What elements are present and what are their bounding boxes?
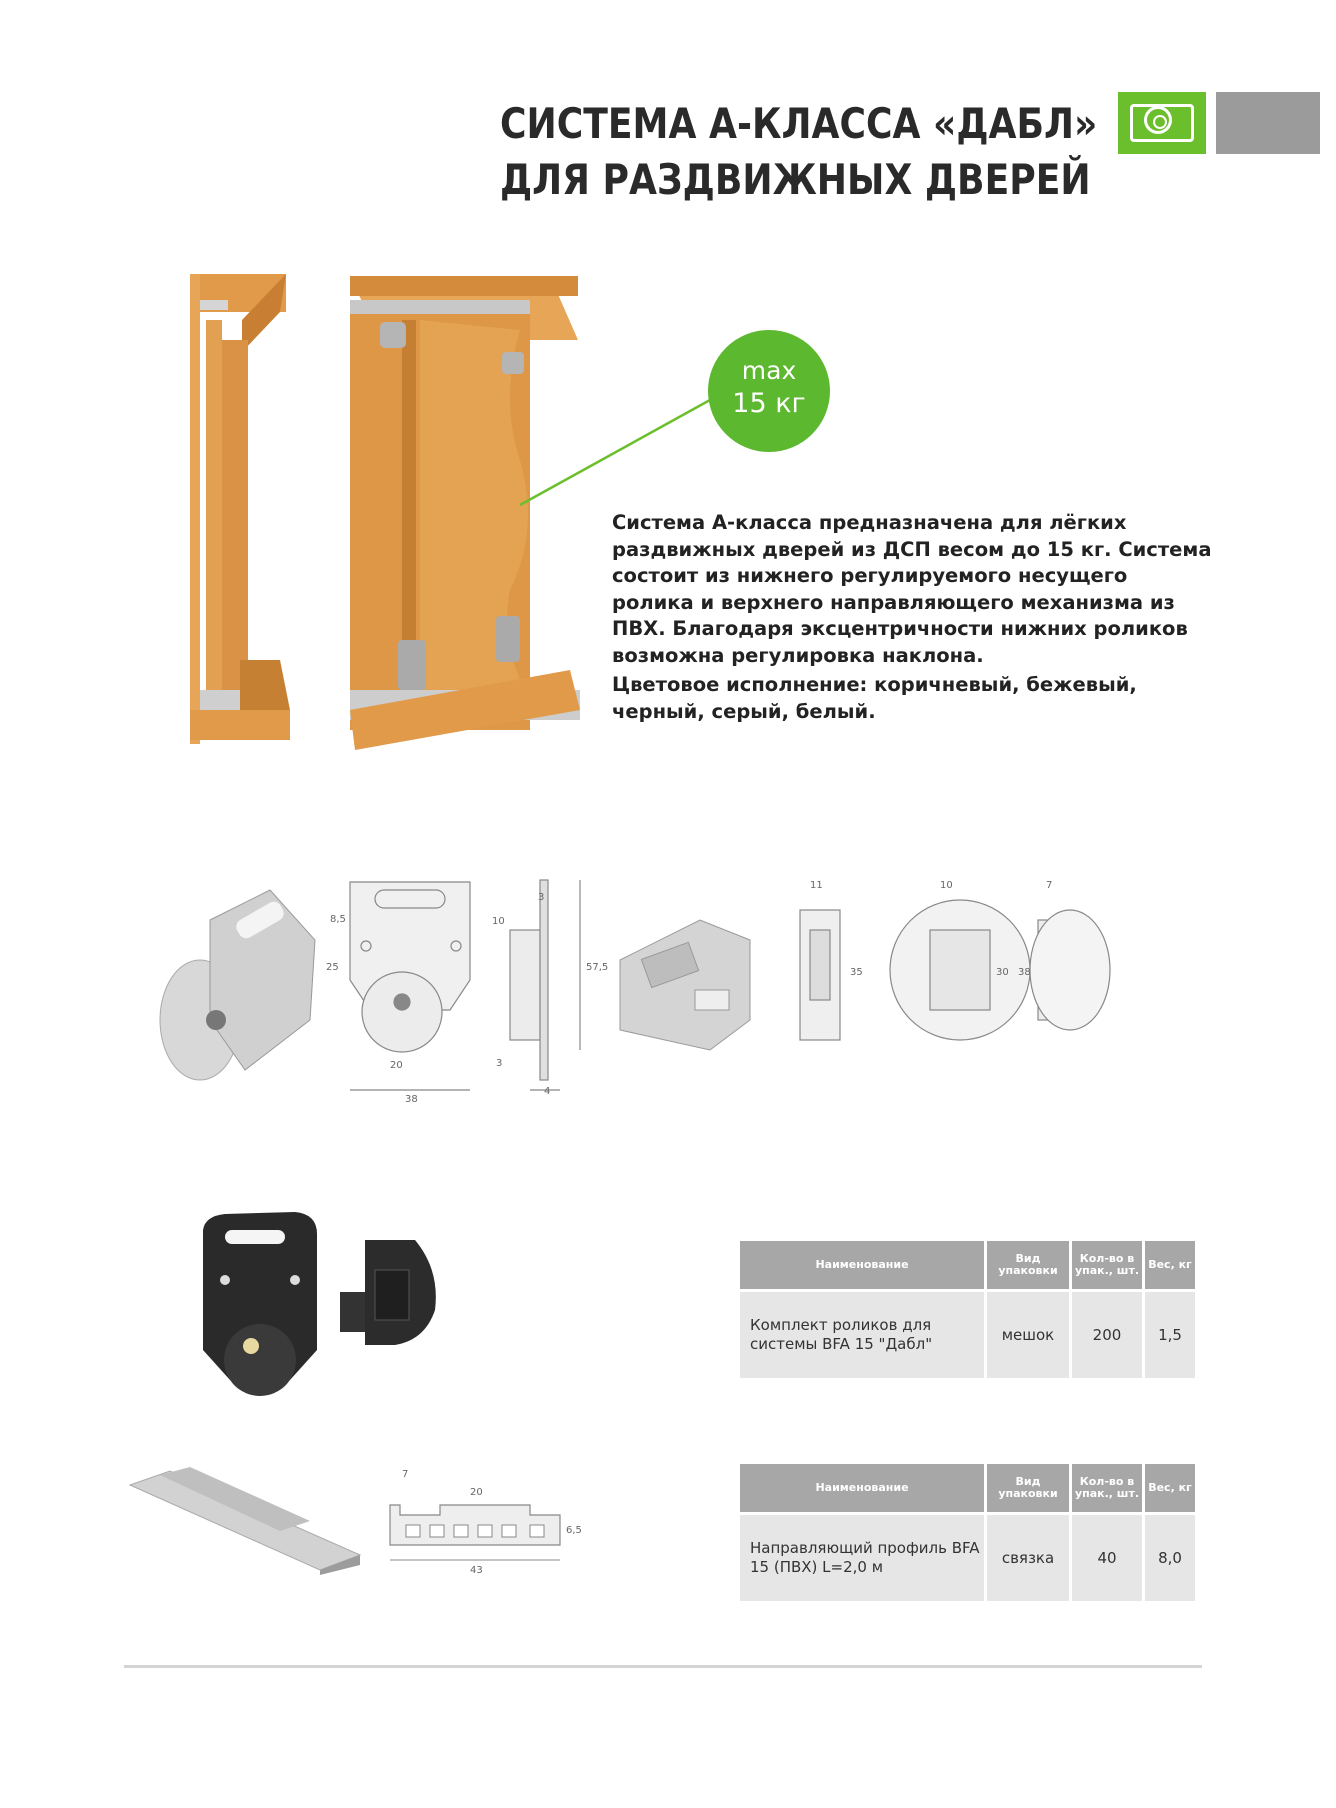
- dim-roller-2: 25: [326, 962, 339, 973]
- product-table-profile: [737, 1461, 1198, 1604]
- col-qty: Кол-во в упак., шт.: [1072, 1241, 1142, 1289]
- col-pack: Вид упаковки: [987, 1464, 1069, 1512]
- dim-guide-5: 38: [1018, 967, 1031, 978]
- dim-profile-4: 43: [470, 1565, 483, 1576]
- description-paragraph-1: [612, 510, 1212, 669]
- dim-profile-3: 6,5: [566, 1525, 582, 1536]
- guide-profile-photo: [130, 1465, 370, 1575]
- dim-guide-1: 11: [810, 880, 823, 891]
- col-weight: Вес, кг: [1145, 1241, 1195, 1289]
- dim-profile-2: 20: [470, 1487, 483, 1498]
- dim-guide-2: 35: [850, 967, 863, 978]
- sliding-door-illustration: [180, 260, 600, 760]
- footer-divider: [124, 1665, 1202, 1668]
- description-lead: Система А-класса: [612, 511, 813, 534]
- col-qty: Кол-во в упак., шт.: [1072, 1464, 1142, 1512]
- description-paragraph-2: Цветовое исполнение: коричневый, бежевый, черный, серый, белый.: [612, 673, 1137, 723]
- table-header-row: [740, 1241, 1195, 1289]
- cell-pack: мешок: [987, 1292, 1069, 1378]
- badge-weight: 15 кг: [732, 388, 806, 419]
- dim-roller-8: 3: [496, 1058, 503, 1069]
- page-title: [500, 96, 1097, 208]
- cell-qty: 40: [1072, 1515, 1142, 1601]
- product-table-rollers: [737, 1238, 1198, 1381]
- dim-guide-4: 30: [996, 967, 1009, 978]
- grey-tab-block: [1216, 92, 1320, 154]
- technical-drawings: [150, 870, 1170, 1110]
- roller-kit-photo: [195, 1210, 455, 1400]
- cell-name: Направляющий профиль BFA 15 (ПВХ) L=2,0 м: [740, 1515, 984, 1601]
- col-name: Наименование: [740, 1241, 984, 1289]
- table-header-row: [740, 1464, 1195, 1512]
- title-line-1: СИСТЕМА А-КЛАССА «ДАБЛ»: [500, 99, 1098, 148]
- dim-roller-7: 57,5: [586, 962, 609, 973]
- max-weight-badge: [708, 330, 830, 452]
- cell-weight: 8,0: [1145, 1515, 1195, 1601]
- dim-guide-6: 7: [1046, 880, 1053, 891]
- dim-roller-1: 8,5: [330, 914, 346, 925]
- dim-guide-3: 10: [940, 880, 953, 891]
- roller-icon: [1118, 92, 1206, 154]
- dim-roller-4: 38: [405, 1094, 418, 1105]
- cell-pack: связка: [987, 1515, 1069, 1601]
- description: [612, 510, 1212, 728]
- cell-qty: 200: [1072, 1292, 1142, 1378]
- col-weight: Вес, кг: [1145, 1464, 1195, 1512]
- cell-name: Комплект роликов для системы BFA 15 "Дабл": [740, 1292, 984, 1378]
- dim-roller-9: 4: [544, 1086, 551, 1097]
- description-text-1: предназначена для лёгких раздвижных дверей из ДСП весом до 15 кг. Система состоит из нижнего регулируемого несущего ролика и верхнего направляющего механизма из ПВХ. Благодаря эксцентричности нижних роликов возможна регулировка наклона.: [612, 511, 1212, 667]
- title-line-2: ДЛЯ РАЗДВИЖНЫХ ДВЕРЕЙ: [500, 155, 1091, 204]
- table-row: [740, 1292, 1195, 1378]
- cell-weight: 1,5: [1145, 1292, 1195, 1378]
- dim-roller-6: 10: [492, 916, 505, 927]
- col-name: Наименование: [740, 1464, 984, 1512]
- dim-roller-5: 3: [538, 892, 545, 903]
- dim-roller-3: 20: [390, 1060, 403, 1071]
- guide-profile-drawing: [380, 1465, 580, 1575]
- table-row: [740, 1515, 1195, 1601]
- col-pack: Вид упаковки: [987, 1241, 1069, 1289]
- badge-max: max: [741, 356, 797, 385]
- dim-profile-1: 7: [402, 1469, 409, 1480]
